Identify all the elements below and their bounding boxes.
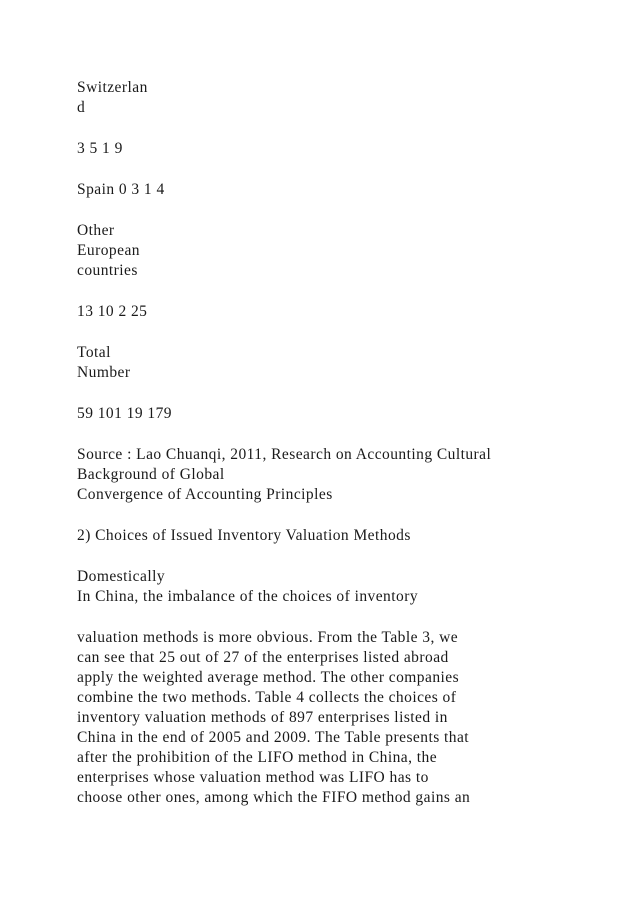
paragraph-line: valuation methods is more obvious. From the Table 3, we xyxy=(77,629,459,646)
table-row-country-label: Switzerlan xyxy=(77,79,148,96)
paragraph-line: inventory valuation methods of 897 enterprises listed in xyxy=(77,709,448,726)
paragraph-line: apply the weighted average method. The other companies xyxy=(77,669,460,686)
source-citation: Convergence of Accounting Principles xyxy=(77,486,333,503)
table-row-spain: Spain 0 3 1 4 xyxy=(77,181,165,198)
table-row-values: 3 5 1 9 xyxy=(77,140,123,157)
table-row-total-values: 59 101 19 179 xyxy=(77,405,172,422)
section-heading: 2) Choices of Issued Inventory Valuation Methods xyxy=(77,527,411,544)
paragraph-line: China in the end of 2005 and 2009. The Table presents that xyxy=(77,729,470,746)
table-row-country-label: d xyxy=(77,99,86,116)
table-row-total-label: Number xyxy=(77,364,131,381)
source-citation: Background of Global xyxy=(77,466,225,483)
paragraph-line: enterprises whose valuation method was LIFO has to xyxy=(77,769,429,786)
table-row-country-label: Other xyxy=(77,222,115,239)
source-citation: Source : Lao Chuanqi, 2011, Research on Accounting Cultural xyxy=(77,446,492,463)
table-row-country-label: countries xyxy=(77,262,138,279)
table-row-total-label: Total xyxy=(77,344,111,361)
section-heading: Domestically xyxy=(77,568,166,585)
paragraph-line: after the prohibition of the LIFO method in China, the xyxy=(77,749,438,766)
paragraph-line: combine the two methods. Table 4 collects the choices of xyxy=(77,689,457,706)
paragraph-line: In China, the imbalance of the choices of inventory xyxy=(77,588,419,605)
paragraph-line: choose other ones, among which the FIFO method gains an xyxy=(77,789,471,806)
table-row-values: 13 10 2 25 xyxy=(77,303,148,320)
table-row-country-label: European xyxy=(77,242,140,259)
paragraph-line: can see that 25 out of 27 of the enterprises listed abroad xyxy=(77,649,449,666)
